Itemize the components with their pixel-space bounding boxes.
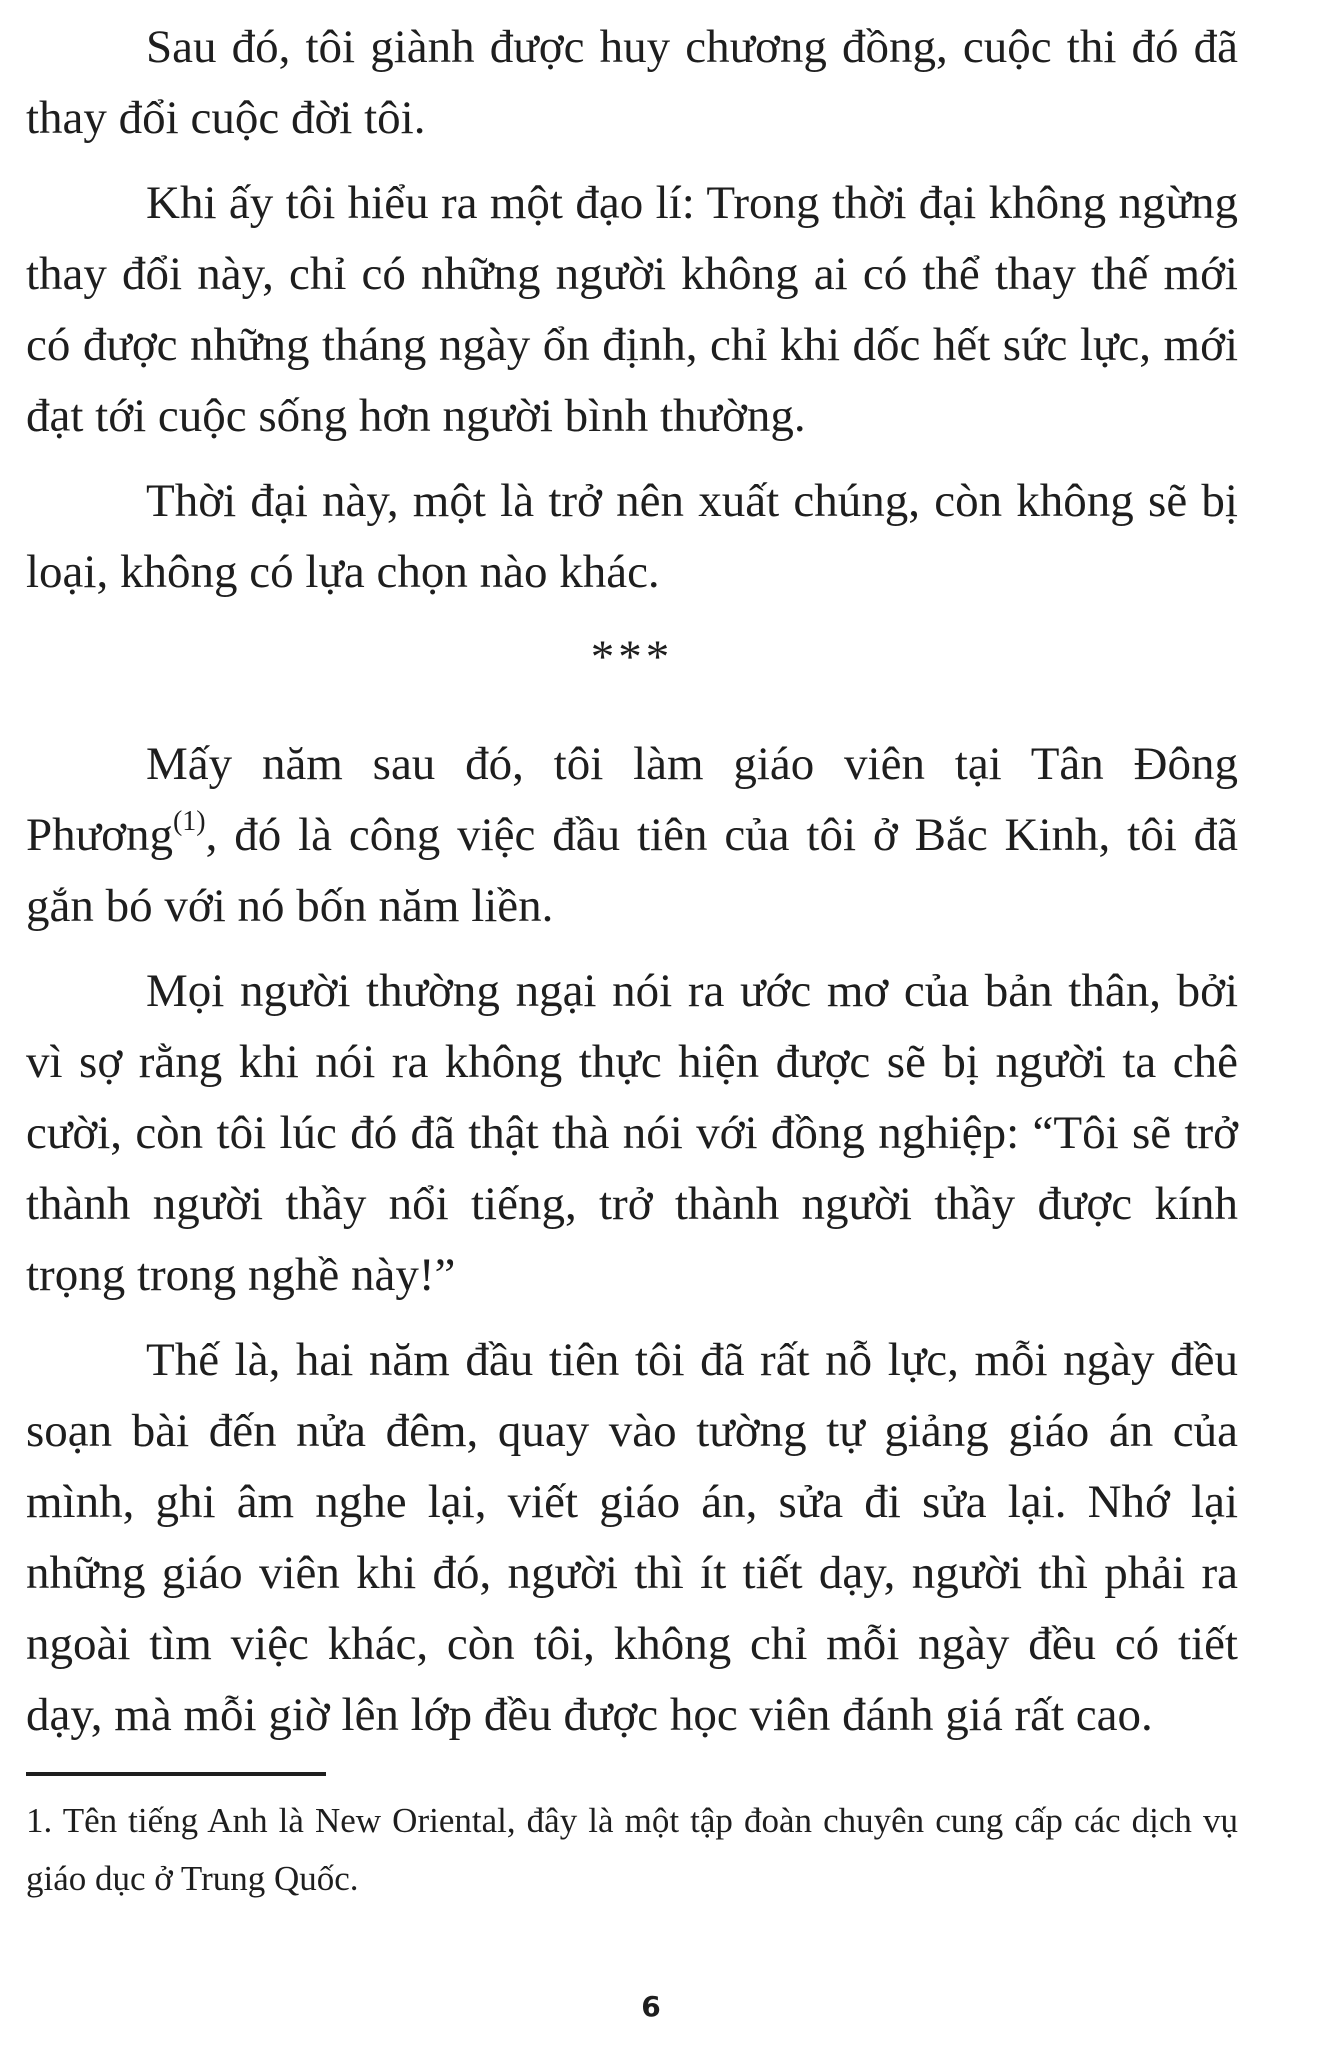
paragraph: Thế là, hai năm đầu tiên tôi đã rất nỗ lực, mỗi ngày đều soạn bài đến nửa đêm, quay vào tường tự giảng giáo án của mình, ghi âm nghe lại, viết giáo án, sửa đi sửa lại. Nhớ lại những giáo viên khi đó, người thì ít tiết dạy, người thì phải ra ngoài tìm việc khác, còn tôi, không chỉ mỗi ngày đều có tiết dạy, mà mỗi giờ lên lớp đều được học viên đánh giá rất cao. [26,1334,1238,1741]
book-page [26,0,1238,2056]
section-separator: *** [590,631,674,683]
paragraph: Sau đó, tôi giành được huy chương đồng, cuộc thi đó đã thay đổi cuộc đời tôi. [26,21,1238,144]
paragraph-text: , đó là công việc đầu tiên của tôi ở Bắc Kinh, tôi đã gắn bó với nó bốn năm liền. [26,809,1238,932]
footnote [26,1792,1238,1908]
footnote-divider [26,1772,326,1776]
footnote-text: 1. Tên tiếng Anh là New Oriental, đây là một tập đoàn chuyên cung cấp các dịch vụ giáo dục ở Trung Quốc. [26,1801,1238,1898]
paragraph: Thời đại này, một là trở nên xuất chúng, còn không sẽ bị loại, không có lựa chọn nào khác. [26,475,1238,598]
paragraph: Khi ấy tôi hiểu ra một đạo lí: Trong thời đại không ngừng thay đổi này, chỉ có những người không ai có thể thay thế mới có được những tháng ngày ổn định, chỉ khi dốc hết sức lực, mới đạt tới cuộc sống hơn người bình thường. [26,177,1238,442]
paragraph-text: Mấy năm sau đó, tôi làm giáo viên tại Tân Đông Phương [26,738,1238,861]
paragraph: Mọi người thường ngại nói ra ước mơ của bản thân, bởi vì sợ rằng khi nói ra không thực hiện được sẽ bị người ta chê cười, còn tôi lúc đó đã thật thà nói với đồng nghiệp: “Tôi sẽ trở thành người thầy nổi tiếng, trở thành người thầy được kính trọng trong nghề này!” [26,965,1238,1301]
paragraph [26,729,1238,942]
page-number: 6 [641,1990,661,2023]
body-text [26,12,1238,1765]
footnote-reference: (1) [172,806,206,837]
